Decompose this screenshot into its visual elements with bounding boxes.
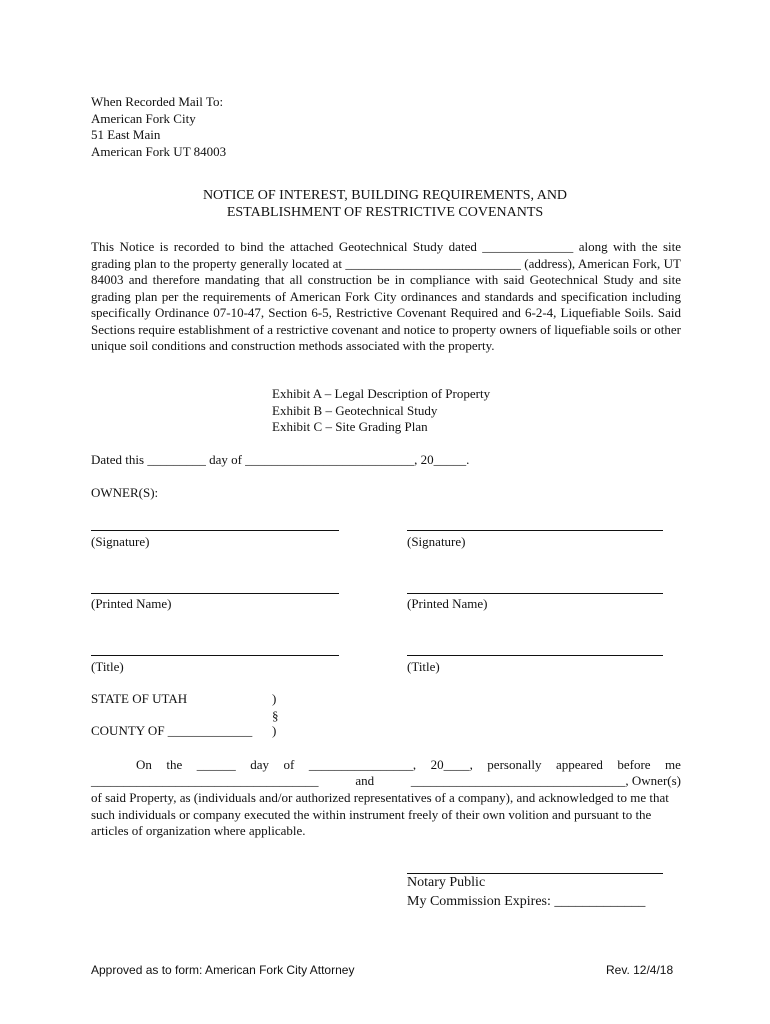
- ack-word: On: [136, 757, 152, 772]
- bracket-paren: ): [272, 691, 277, 706]
- exhibit-item: Exhibit A – Legal Description of Property: [272, 386, 491, 401]
- signature-line-left[interactable]: [91, 530, 339, 531]
- acknowledgement-row-1: [91, 757, 681, 773]
- notary-public-label: Notary Public: [407, 875, 486, 890]
- mail-to-heading: When Recorded Mail To:: [91, 94, 224, 109]
- exhibit-list: [272, 386, 490, 436]
- ack-blank-left: ___________________________________: [91, 773, 319, 788]
- ack-word: me: [665, 757, 681, 772]
- printed-name-label-left: (Printed Name): [91, 596, 172, 611]
- exhibit-item: Exhibit C – Site Grading Plan: [272, 419, 428, 434]
- title-label-right: (Title): [407, 659, 440, 674]
- signature-label-right: (Signature): [407, 534, 466, 549]
- footer-revision: Rev. 12/4/18: [606, 963, 674, 977]
- commission-expires-label: My Commission Expires: _____________: [407, 894, 646, 909]
- dated-line: Dated this _________ day of __________________________, 20_____.: [91, 452, 470, 467]
- ack-word: the: [166, 757, 183, 772]
- signature-label-left: (Signature): [91, 534, 150, 549]
- mail-to-line: 51 East Main: [91, 127, 161, 142]
- mail-to-line: American Fork City: [91, 110, 196, 126]
- county-label: COUNTY OF _____________: [91, 723, 253, 738]
- ack-word: 20____,: [430, 757, 473, 772]
- title-line-left[interactable]: [91, 655, 339, 656]
- title-label-left: (Title): [91, 659, 124, 674]
- notary-signature-line[interactable]: [407, 873, 663, 874]
- ack-word: before: [617, 757, 651, 772]
- mail-to-block: [91, 94, 226, 160]
- acknowledgement-row-2: [91, 773, 681, 789]
- printed-name-line-right[interactable]: [407, 593, 663, 594]
- ack-word: ________________,: [308, 757, 417, 772]
- owners-label: OWNER(S):: [91, 485, 159, 500]
- acknowledgement-paragraph: of said Property, as (individuals and/or authorized representatives of a company), and acknowledged to me that such individuals or company executed the within instrument freely of their own volition and pursuant to the articles of organization where applicable.: [91, 790, 669, 838]
- ack-word: appeared: [555, 757, 603, 772]
- document-title-line-2: ESTABLISHMENT OF RESTRICTIVE COVENANTS: [226, 205, 544, 220]
- footer-approval: Approved as to form: American Fork City Attorney: [91, 963, 355, 977]
- bracket-paren: ): [272, 723, 277, 738]
- printed-name-line-left[interactable]: [91, 593, 339, 594]
- ack-blank-right: _________________________________, Owner(s): [410, 773, 681, 788]
- document-title-line-1: NOTICE OF INTEREST, BUILDING REQUIREMENTS, AND: [202, 188, 568, 203]
- state-label: STATE OF UTAH: [91, 691, 188, 706]
- ack-word: of: [283, 757, 295, 772]
- section-symbol: §: [272, 708, 279, 723]
- ack-and: and: [355, 773, 375, 788]
- signature-line-right[interactable]: [407, 530, 663, 531]
- mail-to-line: American Fork UT 84003: [91, 143, 227, 159]
- notice-paragraph: This Notice is recorded to bind the attached Geotechnical Study dated ______________ along with the site grading plan to the property generally located at ___________________________ (address), American Fork, UT 84003 and therefore mandating that all construction be in compliance with said Geotechnical Study and site grading plan per the requirements of American Fork City ordinances and standards and specification including specifically Ordinance 07-10-47, Section 6-5, Restrictive Covenant Required and 6-2-4, Liquefiable Soils. Said Sections require establishment of a restrictive covenant and notice to property owners of liquefiable soils or other unique soil conditions and construction methods associated with the property.: [91, 239, 681, 353]
- ack-word: personally: [487, 757, 542, 772]
- exhibit-item: Exhibit B – Geotechnical Study: [272, 402, 438, 418]
- ack-word: day: [250, 757, 270, 772]
- title-line-right[interactable]: [407, 655, 663, 656]
- ack-word: ______: [196, 757, 236, 772]
- printed-name-label-right: (Printed Name): [407, 596, 488, 611]
